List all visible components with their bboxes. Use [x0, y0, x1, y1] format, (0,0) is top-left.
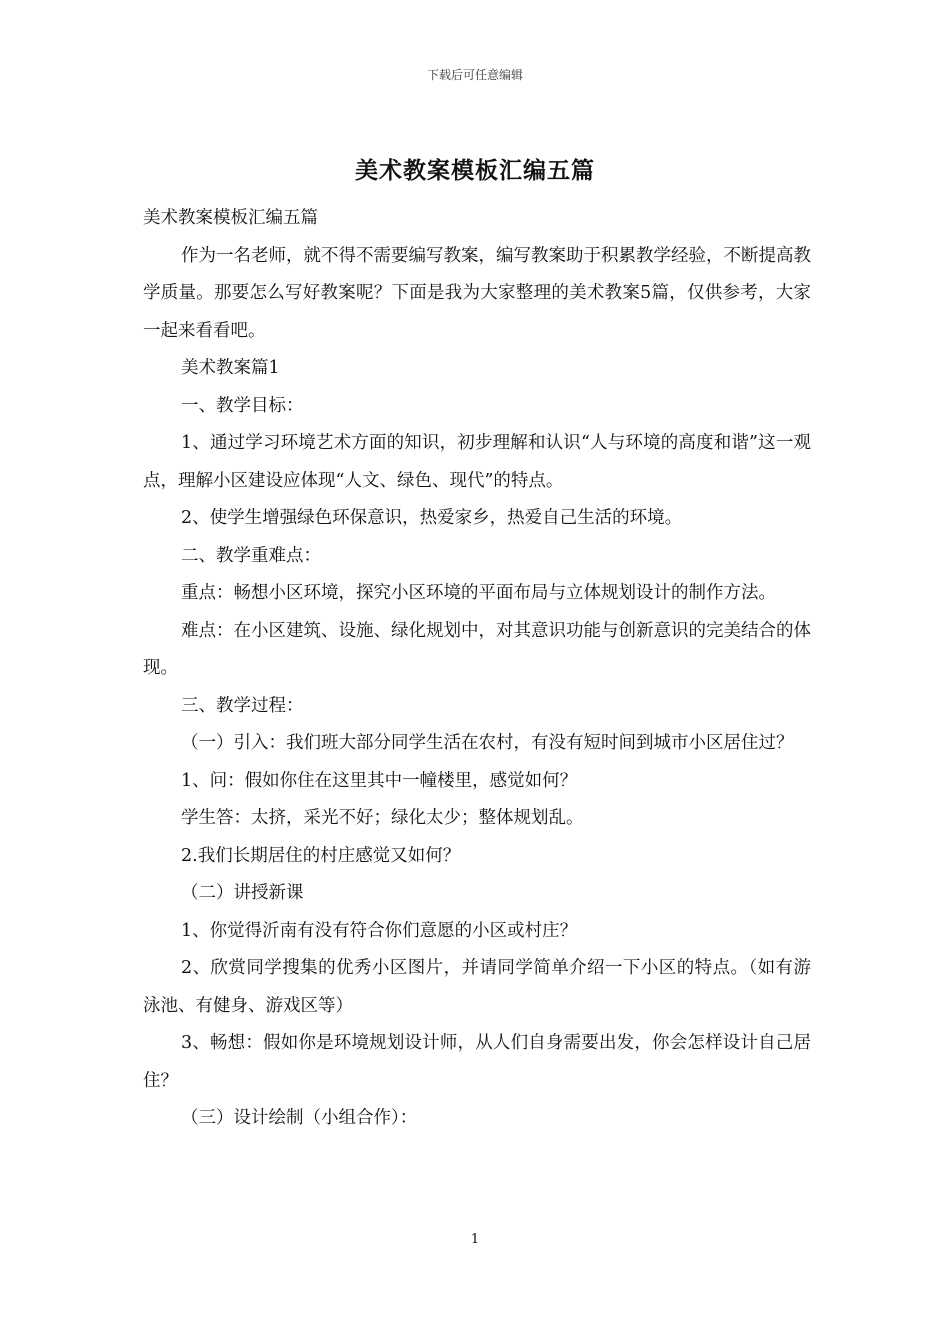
paragraph: （三）设计绘制（小组合作）： [181, 1108, 418, 1128]
paragraph: 重点：畅想小区环境，探究小区环境的平面布局与立体规划设计的制作方法。 [181, 583, 776, 603]
paragraph: 美术教案篇1 [181, 358, 280, 378]
paragraph: 2.我们长期居住的村庄感觉又如何？ [181, 845, 461, 866]
page-number: 1 [470, 1232, 480, 1247]
paragraph: 1、通过学习环境艺术方面的知识，初步理解和认识“人与环境的高度和谐”这一观点，理解小区建设应体现“人文、绿色、现代”的特点。 [143, 433, 811, 491]
paragraph: 2、使学生增强绿色环保意识，热爱家乡，热爱自己生活的环境。 [181, 508, 683, 528]
paragraph: 二、教学重难点： [181, 545, 321, 566]
paragraph: 3、畅想：假如你是环境规划设计师，从人们自身需要出发，你会怎样设计自己居住？ [143, 1033, 811, 1091]
paragraph: （一）引入：我们班大部分同学生活在农村，有没有短时间到城市小区居住过？ [181, 733, 794, 753]
paragraph: 2、欣赏同学搜集的优秀小区图片，并请同学简单介绍一下小区的特点。（如有游泳池、有健身、游戏区等） [143, 958, 811, 1016]
paragraph: 一、教学目标： [181, 395, 304, 416]
paragraph: 学生答：太挤，采光不好；绿化太少；整体规划乱。 [181, 808, 584, 828]
paragraph: （二）讲授新课 [181, 883, 304, 903]
paragraph: 三、教学过程： [181, 695, 304, 716]
paragraph: 1、问：假如你住在这里其中一幢楼里，感觉如何？ [181, 770, 578, 791]
document-title: 美术教案模板汇编五篇 [355, 157, 595, 184]
paragraph: 作为一名老师，就不得不需要编写教案，编写教案助于积累教学经验，不断提高教学质量。那要怎么写好教案呢？下面是我为大家整理的美术教案5篇，仅供参考，大家一起来看看吧。 [143, 245, 811, 341]
paragraph: 美术教案模板汇编五篇 [143, 208, 318, 228]
header-note: 下载后可任意编辑 [426, 68, 523, 82]
paragraph: 1、你觉得沂南有没有符合你们意愿的小区或村庄？ [181, 920, 578, 941]
document-body [143, 200, 811, 1138]
paragraph: 难点：在小区建筑、设施、绿化规划中，对其意识功能与创新意识的完美结合的体现。 [143, 620, 811, 678]
